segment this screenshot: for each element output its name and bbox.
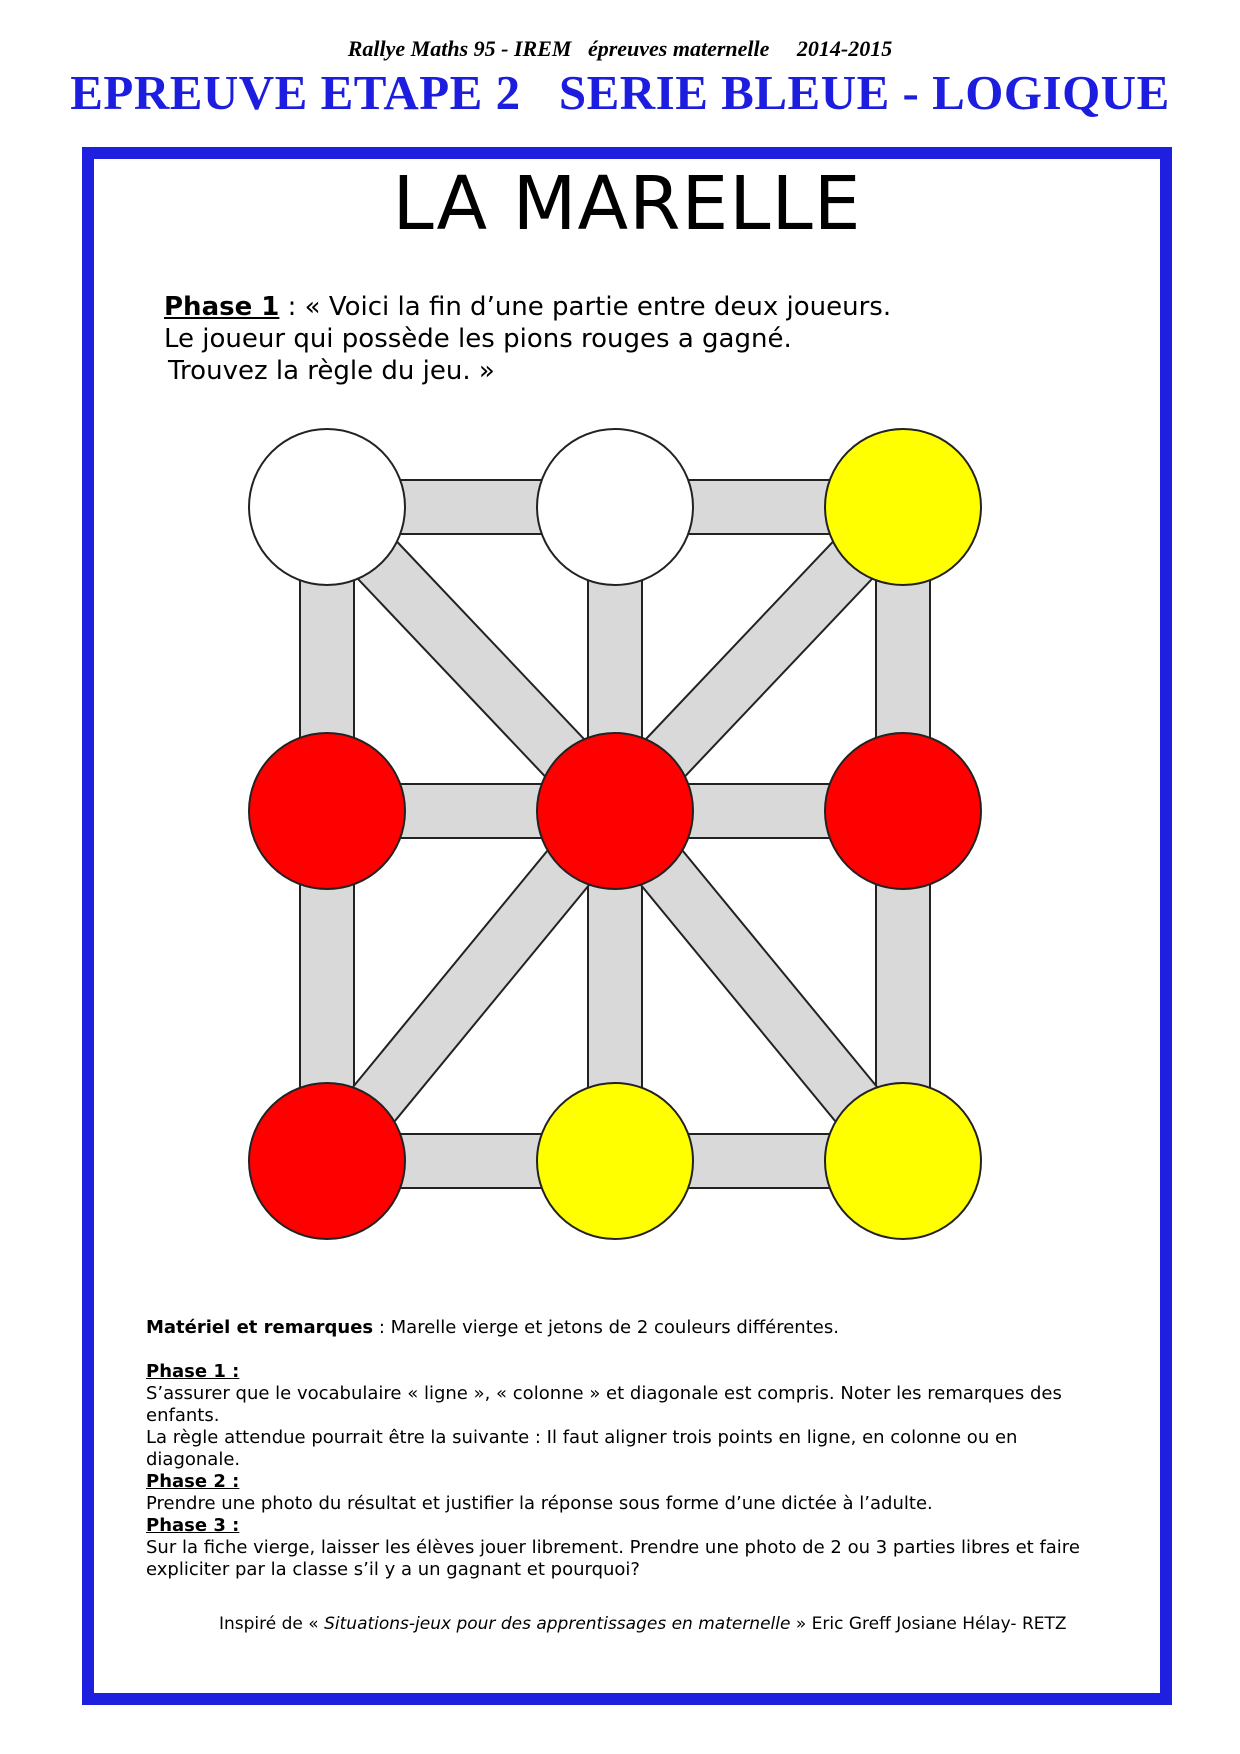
header-rallye: Rallye Maths 95 - IREM bbox=[347, 36, 572, 61]
pawn-red bbox=[825, 733, 981, 889]
phase1-label: Phase 1 bbox=[164, 292, 280, 322]
header-year: 2014-2015 bbox=[796, 36, 893, 61]
materiel-text: : Marelle vierge et jetons de 2 couleurs différentes. bbox=[373, 1317, 839, 1338]
phase1-line1: : « Voici la fin d’une partie entre deux joueurs. bbox=[279, 292, 892, 322]
phase1-line2: Le joueur qui possède les pions rouges a gagné. bbox=[164, 324, 792, 354]
page-title: EPREUVE ETAPE 2 SERIE BLEUE - LOGIQUE bbox=[70, 65, 1170, 120]
board-pawns bbox=[249, 429, 981, 1239]
pawn-red bbox=[537, 733, 693, 889]
notes-phase3-label: Phase 3 : bbox=[146, 1515, 240, 1536]
pawn-yellow bbox=[825, 1083, 981, 1239]
notes-phase1-text2: La règle attendue pourrait être la suivante : Il faut aligner trois points en ligne, en colonne ou en diagonale. bbox=[146, 1427, 1018, 1470]
notes-phase3-text: Sur la fiche vierge, laisser les élèves jouer librement. Prendre une photo de 2 ou 3 parties libres et faire expliciter par la classe s’il y a un gagnant et pourquoi? bbox=[146, 1537, 1080, 1580]
notes-phase1-text1: S’assurer que le vocabulaire « ligne », « colonne » et diagonale est compris. Noter les remarques des enfants. bbox=[146, 1383, 1062, 1426]
materiel-label: Matériel et remarques bbox=[146, 1317, 374, 1338]
credit-suffix: » Eric Greff Josiane Hélay- RETZ bbox=[790, 1614, 1067, 1634]
credit-line bbox=[219, 1614, 1119, 1634]
teacher-notes bbox=[146, 1317, 1106, 1581]
header-subtitle bbox=[0, 36, 1240, 62]
notes-phase1-label: Phase 1 : bbox=[146, 1361, 240, 1382]
notes-phase2-label: Phase 2 : bbox=[146, 1471, 240, 1492]
header-epreuves: épreuves maternelle bbox=[587, 36, 770, 61]
phase1-line3: Trouvez la règle du jeu. » bbox=[168, 356, 495, 386]
pawn-yellow bbox=[825, 429, 981, 585]
credit-book: Situations-jeux pour des apprentissages en maternelle bbox=[324, 1614, 791, 1634]
credit-prefix: Inspiré de « bbox=[219, 1614, 325, 1634]
pawn-red bbox=[249, 1083, 405, 1239]
content-frame bbox=[82, 147, 1172, 1705]
pawn-red bbox=[249, 733, 405, 889]
pawn-white bbox=[249, 429, 405, 585]
pawn-yellow bbox=[537, 1083, 693, 1239]
notes-phase2-text: Prendre une photo du résultat et justifier la réponse sous forme d’une dictée à l’adulte. bbox=[146, 1493, 933, 1514]
game-title: LA MARELLE bbox=[392, 161, 862, 247]
pawn-white bbox=[537, 429, 693, 585]
